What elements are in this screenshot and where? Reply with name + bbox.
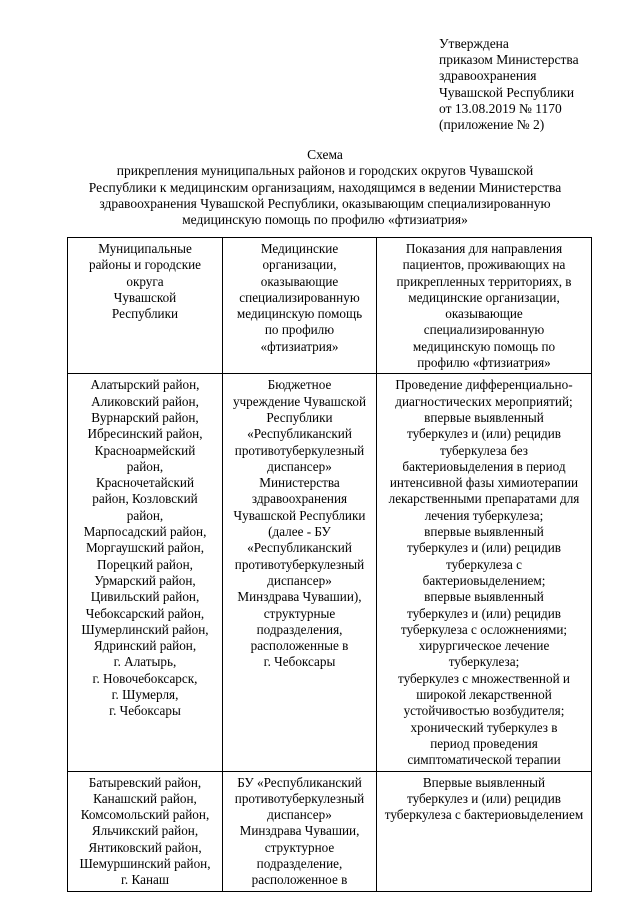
cell-line: диагностических мероприятий; [395,393,573,409]
cell-line: диспансер» [267,458,332,474]
cell-line: по профилю [264,322,335,338]
title-line: Республики к медицинским организациям, находящимся в ведении Министерства [88,179,562,195]
cell-line: прикрепленных территориях, в [396,273,572,289]
cell-line: хронический туберкулез в [410,719,558,735]
cell-line: медицинские организации, [408,289,560,305]
cell-line: диспансер» [267,807,332,823]
cell-line: г. Новочебоксарск, [92,670,198,686]
cell-line: расположенное в [251,872,348,888]
cell-line: туберкулеза с бактериовыделением [384,807,584,823]
cell-line: Министерства [259,475,340,491]
cell-line: «фтизиатрия» [260,338,339,354]
cell-line: бактериовыделением; [422,572,546,588]
table-header-row [68,238,592,374]
title-line: здравоохранения Чувашской Республики, оказывающим специализированную [99,195,551,211]
cell-line: «Республиканский [247,426,352,442]
cell-line: лекарственными препаратами для [388,491,580,507]
cell-line: оказывающие [445,306,523,322]
approval-line: (приложение № 2) [439,117,545,133]
attachment-table [67,237,592,892]
cell-line: районы и городские [88,257,202,273]
cell-line: туберкулеза с осложнениями; [400,621,568,637]
cell-line: (далее - БУ [268,524,331,540]
indications-cell [377,771,592,891]
cell-line: Батыревский район, [88,774,202,790]
title-line: медицинскую помощь по профилю «фтизиатрия» [182,212,468,228]
cell-line: туберкулез и (или) рецидив [406,540,561,556]
cell-line: район, [126,458,164,474]
document-title [80,147,570,228]
cell-line: Ибресинский район, [87,426,203,442]
cell-line: Бюджетное [267,377,332,393]
cell-line: г. Канаш [120,872,170,888]
cell-line: Шумерлинский район, [81,621,209,637]
cell-line: район, [126,507,164,523]
cell-line: специализированную [423,322,545,338]
cell-line: противотуберкулезный [234,556,365,572]
approval-line: Чувашской Республики [439,84,575,100]
cell-line: Урмарский район, [94,572,196,588]
approval-line: Утверждена [439,36,509,51]
cell-line: туберкулеза; [448,654,520,670]
cell-line: Чувашской [113,289,177,305]
cell-line: организации, [262,257,337,273]
title-line: прикрепления муниципальных районов и городских округов Чувашской [116,163,534,179]
cell-line: БУ «Республиканский [237,774,362,790]
cell-line: Красноармейский [94,442,196,458]
cell-line: Медицинские [260,241,339,256]
cell-line: подразделение, [256,855,343,871]
cell-line: туберкулез и (или) рецидив [406,605,561,621]
cell-line: туберкулеза с [445,556,523,572]
table-row [68,771,592,891]
table-row [68,374,592,771]
cell-line: хирургическое лечение [418,638,550,654]
header-cell [68,238,223,374]
cell-line: г. Алатырь, [113,654,177,670]
cell-line: туберкулеза без [440,442,528,458]
cell-line: туберкулез с множественной и [397,670,570,686]
cell-line: расположенные в [250,638,349,654]
cell-line: учреждение Чувашской [232,393,367,409]
cell-line: Минздрава Чувашии, [239,823,360,839]
cell-line: район, Козловский [92,491,198,507]
title-line: Схема [307,147,343,162]
cell-line: Муниципальные [98,241,192,256]
cell-line: г. Шумерля, [111,687,179,703]
cell-line: Аликовский район, [91,393,199,409]
cell-line: г. Чебоксары [109,703,181,719]
cell-line: Алатырский район, [90,377,200,393]
cell-line: Цивильский район, [90,589,200,605]
cell-line: Порецкий район, [97,556,193,572]
cell-line: профилю «фтизиатрия» [417,355,551,371]
approval-line: приказом Министерства [439,52,579,68]
cell-line: симптоматической терапии [407,752,561,768]
cell-line: Впервые выявленный [422,774,546,790]
cell-line: противотуберкулезный [234,790,365,806]
cell-line: туберкулез и (или) рецидив [406,790,561,806]
cell-line: «Республиканский [247,540,352,556]
cell-line: Республики [266,409,333,425]
cell-line: Республики [111,306,179,322]
cell-line: оказывающие [260,273,339,289]
cell-line: широкой лекарственной [416,687,552,703]
cell-line: Показания для направления [405,241,563,256]
cell-line: г. Чебоксары [263,654,336,670]
cell-line: подразделения, [256,621,343,637]
cell-line: Красночетайский [95,475,195,491]
cell-line: впервые выявленный [424,524,544,540]
districts-cell [68,771,223,891]
cell-line: Янтиковский район, [88,839,202,855]
cell-line: Марпосадский район, [83,524,207,540]
cell-line: структурное [264,839,335,855]
cell-line: Минздрава Чувашии), [237,589,362,605]
cell-line: медицинскую помощь [236,306,363,322]
cell-line: медицинскую помощь по [412,338,556,354]
cell-line: период проведения [430,735,538,751]
indications-cell [377,374,592,771]
cell-line: Проведение дифференциально- [395,377,573,393]
header-cell [377,238,592,374]
header-cell [223,238,377,374]
approval-stamp [439,36,619,133]
districts-cell [68,374,223,771]
cell-line: впервые выявленный [424,589,544,605]
cell-line: здравоохранения [251,491,348,507]
cell-line: Моргаушский район, [85,540,205,556]
organizations-cell [223,374,377,771]
cell-line: структурные [263,605,336,621]
cell-line: лечения туберкулеза; [424,507,544,523]
cell-line: интенсивной фазы химиотерапии [389,475,579,491]
approval-line: здравоохранения [439,68,537,84]
cell-line: диспансер» [267,572,332,588]
cell-line: бактериовыделения в период [402,458,566,474]
cell-line: противотуберкулезный [234,442,365,458]
cell-line: Ядринский район, [93,638,197,654]
cell-line: Канашский район, [93,790,197,806]
cell-line: Вурнарский район, [91,409,199,425]
cell-line: Комсомольский район, [80,807,210,823]
cell-line: Шемуршинский район, [79,855,211,871]
cell-line: Чебоксарский район, [85,605,205,621]
cell-line: впервые выявленный [424,409,544,425]
cell-line: пациентов, проживающих на [402,257,566,273]
cell-line: устойчивостью возбудителя; [403,703,565,719]
approval-line: от 13.08.2019 № 1170 [439,100,562,116]
cell-line: специализированную [239,289,360,305]
cell-line: Чувашской Республики [233,507,366,523]
cell-line: Яльчикский район, [91,823,199,839]
organizations-cell [223,771,377,891]
cell-line: округа [126,273,164,289]
cell-line: туберкулез и (или) рецидив [406,426,561,442]
